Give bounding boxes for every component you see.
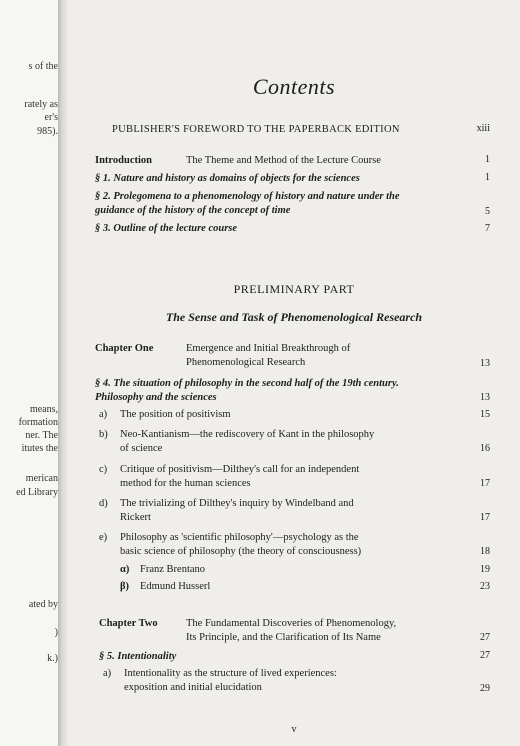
chapter-one-label: Chapter One [95, 343, 154, 354]
toc-item-5a-page: 29 [480, 683, 490, 694]
toc-item-4e-line2: basic science of philosophy (the theory of consciousness) [120, 546, 362, 557]
contents-page [68, 0, 520, 746]
left-page-fragment: ner. The [25, 430, 58, 441]
page-title: Contents [252, 74, 336, 99]
toc-section-1: § 1. Nature and history as domains of objects for the sciences [95, 173, 360, 184]
left-page-fragment: ated by [28, 599, 58, 610]
chapter-one-title-line1: Emergence and Initial Breakthrough of [186, 343, 351, 354]
left-page-fragment: er's [44, 112, 58, 123]
toc-item-4d-letter: d) [99, 498, 108, 509]
toc-item-5a-letter: a) [103, 668, 112, 679]
toc-item-alpha-letter: α) [120, 564, 130, 575]
toc-item-4e-line1: Philosophy as 'scientific philosophy'—psychology as the [120, 532, 359, 543]
left-page-fragment: rately as [24, 99, 58, 110]
left-facing-page [0, 0, 60, 746]
chapter-one-page: 13 [480, 358, 490, 369]
toc-item-alpha-page: 19 [480, 564, 490, 575]
left-page-fragment: 985). [37, 126, 58, 137]
toc-item-4c-page: 17 [480, 478, 490, 489]
toc-section-1-page: 1 [485, 172, 490, 183]
toc-section-4-page: 13 [480, 392, 490, 403]
part-title: PRELIMINARY PART [233, 282, 355, 296]
toc-section-3: § 3. Outline of the lecture course [95, 223, 238, 234]
toc-section-2-line1: § 2. Prolegomena to a phenomenology of history and nature under the [95, 191, 400, 202]
introduction-title: The Theme and Method of the Lecture Course [186, 155, 381, 166]
toc-item-4c-letter: c) [99, 464, 108, 475]
chapter-one-title-line2: Phenomenological Research [186, 357, 306, 368]
introduction-page: 1 [485, 154, 490, 165]
toc-section-2-line2: guidance of the history of the concept of time [95, 205, 291, 216]
toc-item-4d-line1: The trivializing of Dilthey's inquiry by Windelband and [120, 498, 354, 509]
left-page-fragment: ed Library [16, 487, 58, 498]
toc-item-4b-line2: of science [120, 443, 163, 454]
left-page-fragment: s of the [28, 61, 58, 72]
toc-section-3-page: 7 [485, 223, 490, 234]
toc-item-4d-page: 17 [480, 512, 490, 523]
toc-item-4b-letter: b) [99, 429, 108, 440]
left-page-fragment: ) [54, 627, 58, 638]
left-page-fragment: merican [25, 473, 58, 484]
toc-item-4c-line1: Critique of positivism—Dilthey's call for an independent [120, 464, 360, 475]
introduction-label: Introduction [95, 155, 152, 166]
chapter-two-label: Chapter Two [99, 618, 158, 629]
toc-item-4b-page: 16 [480, 443, 490, 454]
toc-item-4b-line1: Neo-Kantianism—the rediscovery of Kant in the philosophy [120, 429, 375, 440]
toc-item-beta: Edmund Husserl [140, 581, 211, 592]
toc-item-4a-letter: a) [99, 409, 108, 420]
left-page-fragment: means, [29, 404, 58, 415]
toc-section-5: § 5. Intentionality [99, 651, 177, 662]
left-page-fragment: k.) [47, 653, 58, 664]
foreword-label: PUBLISHER'S FOREWORD TO THE PAPERBACK EDITION [112, 124, 400, 135]
toc-item-4e-page: 18 [480, 546, 490, 557]
book-gutter [58, 0, 68, 746]
foreword-page: xiii [476, 123, 490, 134]
chapter-two-title-line1: The Fundamental Discoveries of Phenomenology, [186, 618, 397, 629]
toc-item-4c-line2: method for the human sciences [120, 478, 251, 489]
left-page-fragment: formation [18, 417, 58, 428]
toc-item-4d-line2: Rickert [120, 512, 151, 523]
toc-section-5-page: 27 [480, 650, 490, 661]
toc-item-4e-letter: e) [99, 532, 108, 543]
page-number: v [291, 724, 297, 735]
chapter-two-page: 27 [480, 632, 490, 643]
toc-section-2-page: 5 [485, 206, 490, 217]
left-page-fragment: itutes the [21, 443, 58, 454]
toc-item-beta-letter: β) [120, 581, 130, 592]
toc-item-beta-page: 23 [480, 581, 490, 592]
toc-item-4a-page: 15 [480, 409, 490, 420]
toc-item-5a-line2: exposition and initial elucidation [124, 682, 262, 693]
part-subtitle: The Sense and Task of Phenomenological Research [165, 310, 423, 324]
toc-item-4a: The position of positivism [120, 409, 231, 420]
toc-section-4-line1: § 4. The situation of philosophy in the second half of the 19th century. [95, 378, 399, 389]
toc-item-alpha: Franz Brentano [140, 564, 206, 575]
chapter-two-title-line2: Its Principle, and the Clarification of Its Name [186, 632, 381, 643]
toc-item-5a-line1: Intentionality as the structure of lived experiences: [124, 668, 337, 679]
toc-section-4-line2: Philosophy and the sciences [95, 392, 217, 403]
